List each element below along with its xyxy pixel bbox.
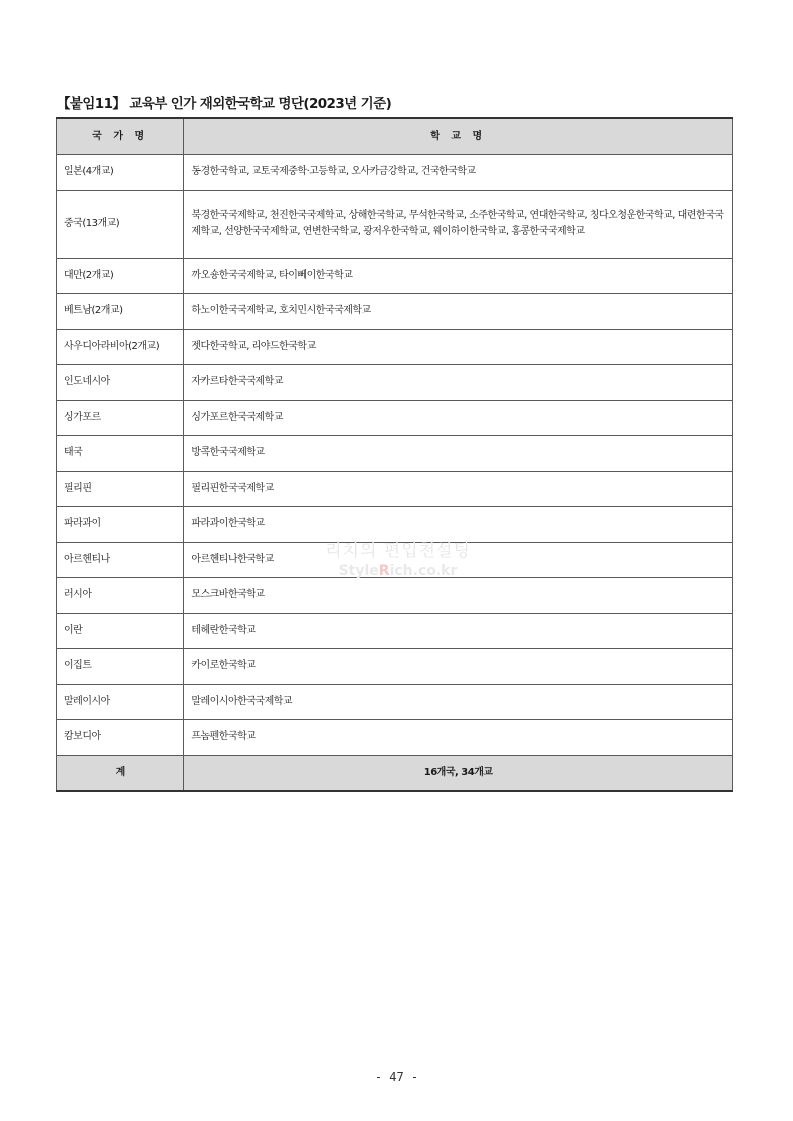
watermark-url-part: Style bbox=[338, 563, 379, 579]
total-value: 16개국, 34개교 bbox=[184, 755, 733, 791]
schools-cell: 말레이시아한국국제학교 bbox=[184, 684, 733, 720]
schools-cell: 테헤란한국학교 bbox=[184, 613, 733, 649]
schools-cell: 프놈펜한국학교 bbox=[184, 720, 733, 756]
country-cell: 필리핀 bbox=[57, 471, 184, 507]
document-title: 【붙임11】 교육부 인가 재외한국학교 명단(2023년 기준) bbox=[57, 96, 392, 112]
table-body bbox=[57, 155, 733, 756]
country-cell: 캄보디아 bbox=[57, 720, 184, 756]
header-schools: 학 교 명 bbox=[184, 118, 733, 155]
table-row bbox=[57, 155, 733, 191]
country-cell: 파라과이 bbox=[57, 507, 184, 543]
table-row bbox=[57, 542, 733, 578]
table-row bbox=[57, 613, 733, 649]
country-cell: 이란 bbox=[57, 613, 184, 649]
country-cell: 싱가포르 bbox=[57, 400, 184, 436]
schools-cell: 자카르타한국국제학교 bbox=[184, 365, 733, 401]
table-row bbox=[57, 190, 733, 258]
table-row bbox=[57, 294, 733, 330]
country-cell: 중국(13개교) bbox=[57, 190, 184, 258]
country-cell: 태국 bbox=[57, 436, 184, 472]
country-cell: 인도네시아 bbox=[57, 365, 184, 401]
schools-cell: 북경한국국제학교, 천진한국국제학교, 상해한국학교, 무석한국학교, 소주한국학교, 연대한국학교, 칭다오청운한국학교, 대련한국국제학교, 선양한국국제학교, 연변한국학교, 광저우한국학교, 웨이하이한국학교, 홍콩한국국제학교 bbox=[184, 190, 733, 258]
schools-cell: 모스크바한국학교 bbox=[184, 578, 733, 614]
table-row bbox=[57, 578, 733, 614]
table-row bbox=[57, 400, 733, 436]
schools-cell: 까오숑한국국제학교, 타이뻬이한국학교 bbox=[184, 258, 733, 294]
school-table bbox=[56, 117, 733, 792]
schools-cell: 파라과이한국학교 bbox=[184, 507, 733, 543]
schools-cell: 카이로한국학교 bbox=[184, 649, 733, 685]
schools-cell: 하노이한국국제학교, 호치민시한국국제학교 bbox=[184, 294, 733, 330]
table-row bbox=[57, 471, 733, 507]
country-cell: 아르헨티나 bbox=[57, 542, 184, 578]
country-cell: 베트남(2개교) bbox=[57, 294, 184, 330]
watermark-url-part: ich.co.kr bbox=[389, 563, 458, 579]
page-number: - 47 - bbox=[374, 1070, 419, 1084]
total-row bbox=[57, 755, 733, 791]
total-label: 계 bbox=[57, 755, 184, 791]
country-cell: 이집트 bbox=[57, 649, 184, 685]
table-row bbox=[57, 329, 733, 365]
country-cell: 일본(4개교) bbox=[57, 155, 184, 191]
schools-cell: 동경한국학교, 교토국제중학·고등학교, 오사카금강학교, 건국한국학교 bbox=[184, 155, 733, 191]
table-row bbox=[57, 258, 733, 294]
schools-cell: 아르헨티나한국학교 bbox=[184, 542, 733, 578]
table-row bbox=[57, 507, 733, 543]
table-row bbox=[57, 684, 733, 720]
table-row bbox=[57, 649, 733, 685]
table-header-row bbox=[57, 118, 733, 155]
country-cell: 말레이시아 bbox=[57, 684, 184, 720]
watermark-url-accent: R bbox=[378, 563, 390, 579]
country-cell: 대만(2개교) bbox=[57, 258, 184, 294]
schools-cell: 필리핀한국국제학교 bbox=[184, 471, 733, 507]
header-country: 국 가 명 bbox=[57, 118, 184, 155]
table-row bbox=[57, 365, 733, 401]
table-row bbox=[57, 720, 733, 756]
schools-cell: 젯다한국학교, 리야드한국학교 bbox=[184, 329, 733, 365]
country-cell: 사우디아라비아(2개교) bbox=[57, 329, 184, 365]
country-cell: 러시아 bbox=[57, 578, 184, 614]
watermark-korean-text: 리치의 편입천설팅 bbox=[325, 541, 471, 561]
schools-cell: 싱가포르한국국제학교 bbox=[184, 400, 733, 436]
schools-cell: 방콕한국국제학교 bbox=[184, 436, 733, 472]
table-row bbox=[57, 436, 733, 472]
